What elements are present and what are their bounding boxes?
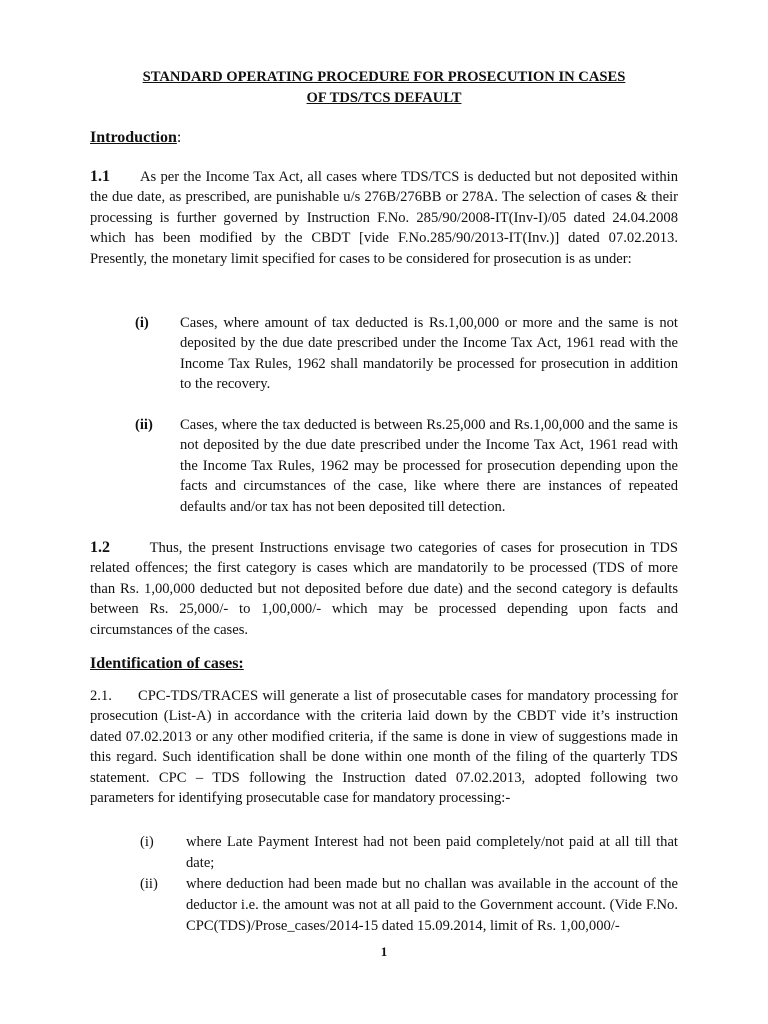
introduction-heading bbox=[90, 128, 181, 148]
page-number: 1 bbox=[380, 944, 388, 959]
introduction-heading-colon: : bbox=[176, 129, 182, 146]
list-marker-ii: (ii) bbox=[135, 417, 153, 433]
paragraph-number: 1.2 bbox=[90, 539, 110, 556]
document-title-line-1: STANDARD OPERATING PROCEDURE FOR PROSECUTION IN CASES bbox=[142, 69, 626, 85]
sub-list-item-i: where Late Payment Interest had not been paid completely/not paid at all till that date; bbox=[186, 834, 678, 871]
identification-heading: Identification of cases: bbox=[90, 655, 244, 672]
list-item-ii: Cases, where the tax deducted is between Rs.25,000 and Rs.1,00,000 and the same is not deposited by the due date prescribed under the Income Tax Act, 1961 read with the Income Tax Rules, 1962 may be processed for prosecution depending upon the facts and circumstances of the case, like where there are instances of repeated defaults and/or tax has not been deposited till detection. bbox=[180, 417, 678, 515]
sub-list-marker-ii: (ii) bbox=[140, 876, 158, 892]
sub-list-item-ii: where deduction had been made but no challan was available in the account of the deductor i.e. the amount was not at all paid to the Government account. (Vide F.No. CPC(TDS)/Prose_cases/2014-15 dated 15.09.2014, limit of Rs. 1,00,000/- bbox=[186, 876, 678, 934]
paragraph-text: As per the Income Tax Act, all cases where TDS/TCS is deducted but not deposited within the due date, as prescribed, are punishable u/s 276B/276BB or 278A. The selection of cases & their processing is further governed by Instruction F.No. 285/90/2008-IT(Inv-I)/05 dated 24.04.2008 which has been modified by the CBDT [vide F.No.285/90/2013-IT(Inv.)] dated 07.02.2013. Presently, the monetary limit specified for cases to be considered for prosecution is as under: bbox=[90, 169, 679, 267]
paragraph-text: CPC-TDS/TRACES will generate a list of prosecutable cases for mandatory processing for prosecution (List-A) in accordance with the criteria laid down by the CBDT vide it’s instruction dated 07.02.2013 or any other modified criteria, if the same is done in view of suggestions made in this regard. Such identification shall be done within one month of the filing of the quarterly TDS statement. CPC – TDS following the Instruction dated 07.02.2013, adopted following two parameters for identifying prosecutable case for mandatory processing:- bbox=[90, 688, 678, 807]
list-item-i: Cases, where amount of tax deducted is Rs.1,00,000 or more and the same is not deposited by the due date prescribed under the Income Tax Act, 1961 read with the Income Tax Rules, 1962 shall mandatorily be processed for prosecution in addition to the recovery. bbox=[180, 315, 678, 393]
sub-list-marker-i: (i) bbox=[140, 834, 154, 850]
paragraph-2-1 bbox=[90, 686, 678, 808]
paragraph-1-1 bbox=[90, 167, 678, 269]
paragraph-number: 2.1. bbox=[90, 688, 112, 704]
paragraph-number: 1.1 bbox=[90, 168, 110, 185]
paragraph-1-2 bbox=[90, 538, 678, 640]
paragraph-text: Thus, the present Instructions envisage two categories of cases for prosecution in TDS related offences; the first category is cases which are mandatorily to be processed (TDS of more than Rs. 1,00,000 deducted but not deposited before due date) and the second category is defaults between Rs. 25,000/- to 1,00,000/- which may be processed depending upon facts and circumstances of the cases. bbox=[90, 540, 678, 638]
document-title-line-2: OF TDS/TCS DEFAULT bbox=[306, 90, 462, 106]
introduction-heading-text: Introduction bbox=[90, 129, 177, 146]
list-marker-i: (i) bbox=[135, 315, 149, 331]
